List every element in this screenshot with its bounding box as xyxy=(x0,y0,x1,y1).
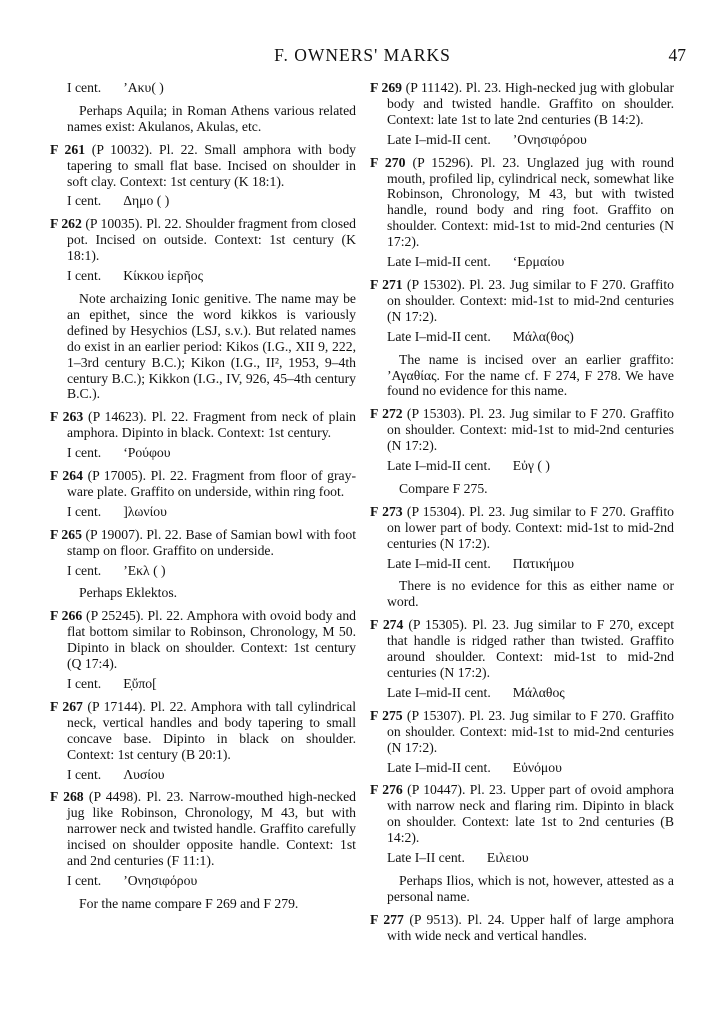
entry-description: (P 15307). Pl. 23. Jug similar to F 270. Graffito on shoulder. Context: mid-1st to mid-2nd centuries (N 17:2). xyxy=(387,707,674,755)
greek-inscription: Ε̣ὔπο[ xyxy=(123,676,157,691)
date-label: I cent. xyxy=(67,676,102,691)
commentary-note: Perhaps Ilios, which is not, however, attested as a personal name. xyxy=(387,872,674,904)
date-label: I cent. xyxy=(67,80,102,95)
commentary-note: Compare F 275. xyxy=(399,480,488,496)
date-label: I cent. xyxy=(67,445,102,461)
right-column xyxy=(370,80,674,948)
entry-description: (P 15296). Pl. 23. Unglazed jug with round mouth, profiled lip, cylindrical neck, somewhat like Robinson, Chronology, M 43, but with twisted handle, round body and ring foot. Graffito on shoulder. Context: mid-1st to mid-2nd centuries (N 17:2). xyxy=(387,154,675,250)
catalogue-entry xyxy=(370,504,674,552)
date-label: I cent. xyxy=(67,872,102,888)
catalogue-entry xyxy=(370,80,674,128)
catalogue-entry xyxy=(50,699,356,763)
entry-description: (P 15305). Pl. 23. Jug similar to F 270, except that handle is ridged rather than twisted. Graffito around shoulder. Context: mid-1st to mid-2nd centuries (N 17:2). xyxy=(387,617,675,680)
commentary-note: For the name compare F 269 and F 279. xyxy=(79,895,299,911)
greek-inscription: ‘Ερμαίου xyxy=(512,254,565,270)
entry-description: (P 19007). Pl. 22. Base of Samian bowl with foot stamp on floor. Graffito on underside. xyxy=(67,526,356,558)
commentary-note: Perhaps Aquila; in Roman Athens various related names exist: Akulanos, Akulas, etc. xyxy=(67,102,356,134)
date-line xyxy=(387,850,674,866)
date-line xyxy=(387,556,674,572)
catalogue-entry xyxy=(50,468,356,500)
date-label: Late I–II cent. xyxy=(387,850,465,866)
entry-description: (P 17005). Pl. 22. Fragment from floor of gray-ware plate. Graffito on underside, within ring foot. xyxy=(67,468,356,499)
entry-description: (P 15302). Pl. 23. Jug similar to F 270. Graffito on shoulder. Context: mid-1st to mid-2nd centuries (N 17:2). xyxy=(387,276,674,324)
entry-id: F 262 xyxy=(50,216,82,232)
greek-inscription: Κίκκου ἱερῆος xyxy=(123,268,203,284)
date-line xyxy=(387,458,674,474)
running-header: F. OWNERS' MARKS xyxy=(274,45,451,65)
entry-id: F 270 xyxy=(370,154,406,170)
greek-inscription: ’Ακυ( ) xyxy=(123,80,164,95)
date-line xyxy=(387,329,674,345)
date-label: Late I–mid-II cent. xyxy=(387,131,491,147)
catalogue-entry xyxy=(50,527,356,559)
entry-id: F 266 xyxy=(50,608,83,624)
catalogue-entry xyxy=(50,216,356,264)
date-label: Late I–mid-II cent. xyxy=(387,328,491,344)
entry-id: F 271 xyxy=(370,276,403,292)
entry-id: F 267 xyxy=(50,698,83,714)
greek-inscription: Εὐγ ( ) xyxy=(512,458,550,474)
entry-id: F 274 xyxy=(370,617,404,633)
date-line xyxy=(387,760,674,776)
catalogue-entry xyxy=(370,406,674,454)
commentary-note: There is no evidence for this as either name or word. xyxy=(387,578,674,610)
date-line xyxy=(67,445,356,461)
catalogue-entry xyxy=(370,782,674,846)
entry-description: (P 4498). Pl. 23. Narrow-mouthed high-necked jug like Robinson, Chronology, M 43, but with narrower neck and twisted handle. Graffito carefully incised on shoulder opposite handle. Context: 1st and 2nd centuries (F 11:1). xyxy=(67,789,357,869)
date-line xyxy=(387,132,674,148)
date-label: Late I–mid-II cent. xyxy=(387,684,491,700)
date-line xyxy=(387,254,674,270)
greek-inscription: Δημο ( ) xyxy=(123,193,170,209)
greek-inscription: Εὐνόμου xyxy=(512,759,562,775)
date-line xyxy=(67,504,356,520)
entry-id: F 261 xyxy=(50,141,86,157)
page-number: 47 xyxy=(668,45,686,65)
catalogue-entry xyxy=(370,708,674,756)
catalogue-entry xyxy=(370,912,674,944)
catalogue-entry xyxy=(50,142,356,190)
entry-id: F 277 xyxy=(370,911,404,927)
date-label: I cent. xyxy=(67,503,102,519)
greek-inscription: Λυσίου xyxy=(123,766,165,782)
date-label: Late I–mid-II cent. xyxy=(387,555,491,571)
catalogue-entry xyxy=(50,409,356,441)
date-line xyxy=(67,268,356,284)
entry-description: (P 9513). Pl. 24. Upper half of large amphora with wide neck and vertical handles. xyxy=(387,911,674,943)
date-line xyxy=(67,873,356,889)
left-column xyxy=(50,80,356,919)
entry-id: F 265 xyxy=(50,526,82,542)
commentary-note: The name is incised over an earlier graffito: ’Αγαθίας. For the name cf. F 274, F 278. We have found no evidence for this name. xyxy=(387,351,674,399)
greek-inscription: Ειλειου xyxy=(486,850,529,866)
entry-id: F 272 xyxy=(370,406,403,422)
entry-id: F 264 xyxy=(50,468,83,484)
entry-description: (P 15304). Pl. 23. Jug similar to F 270. Graffito on lower part of body. Context: mid-1st to mid-2nd centuries (N 17:2). xyxy=(387,503,674,551)
greek-inscription: Πατικήμου xyxy=(512,555,575,571)
greek-inscription: Μάλαθος xyxy=(512,684,565,700)
date-label: I cent. xyxy=(67,268,102,284)
entry-id: F 263 xyxy=(50,409,84,425)
entry-description: (P 10032). Pl. 22. Small amphora with body tapering to small flat base. Incised on shoulder in soft clay. Context: 1st century (K 18:1). xyxy=(67,141,357,189)
entry-id: F 268 xyxy=(50,789,84,805)
date-line xyxy=(67,80,356,96)
catalogue-entry xyxy=(370,617,674,681)
date-line xyxy=(67,676,356,692)
entry-description: (P 10035). Pl. 22. Shoulder fragment from closed pot. Incised on outside. Context: 1st century (K 18:1). xyxy=(67,216,356,264)
entry-id: F 273 xyxy=(370,503,403,519)
catalogue-entry xyxy=(370,155,674,250)
commentary-note: Perhaps Eklektos. xyxy=(79,585,178,601)
date-line xyxy=(67,767,356,783)
date-label: I cent. xyxy=(67,193,102,209)
date-label: Late I–mid-II cent. xyxy=(387,759,491,775)
greek-inscription: ]λωνίου xyxy=(123,503,167,519)
catalogue-entry xyxy=(370,277,674,325)
greek-inscription: ’Ονησιφόρου xyxy=(123,872,198,888)
greek-inscription: ’Ονησιφόρου xyxy=(512,131,587,147)
entry-description: (P 17144). Pl. 22. Amphora with tall cylindrical neck, vertical handles and body tapering to small concave base. Dipinto in black on shoulder. Context: 1st century (B 20:1). xyxy=(67,698,357,762)
date-label: Late I–mid-II cent. xyxy=(387,254,491,270)
date-label: I cent. xyxy=(67,766,102,782)
catalogue-entry xyxy=(50,608,356,672)
date-line xyxy=(67,193,356,209)
entry-description: (P 11142). Pl. 23. High-necked jug with globular body and twisted handle. Graffito on shoulder. Context: late 1st to late 2nd centuries (B 14:2). xyxy=(387,80,675,127)
entry-id: F 269 xyxy=(370,80,403,95)
date-label: I cent. xyxy=(67,562,102,578)
entry-id: F 275 xyxy=(370,707,403,723)
entry-description: (P 15303). Pl. 23. Jug similar to F 270. Graffito on shoulder. Context: mid-1st to mid-2nd centuries (N 17:2). xyxy=(387,406,674,454)
greek-inscription: ‘Ρούφου xyxy=(123,445,171,461)
catalogue-entry xyxy=(50,789,356,869)
date-line xyxy=(387,685,674,701)
date-line xyxy=(67,563,356,579)
date-label: Late I–mid-II cent. xyxy=(387,458,491,474)
greek-inscription: Μάλα(θος) xyxy=(512,328,574,344)
entry-id: F 276 xyxy=(370,782,403,798)
greek-inscription: ’Εκλ ( ) xyxy=(123,562,166,578)
entry-description: (P 25245). Pl. 22. Amphora with ovoid body and flat bottom similar to Robinson, Chronology, M 50. Dipinto in black on shoulder. Context: 1st century (Q 17:4). xyxy=(67,608,357,672)
entry-description: (P 14623). Pl. 22. Fragment from neck of plain amphora. Dipinto in black. Context: 1st century. xyxy=(67,409,356,441)
entry-description: (P 10447). Pl. 23. Upper part of ovoid amphora with narrow neck and flaring rim. Dipinto in black on shoulder. Context: late 1st to 2nd centuries (B 14:2). xyxy=(387,782,675,846)
commentary-note: Note archaizing Ionic genitive. The name may be an epithet, since the word kikkos is variously defined by Hesychios (LSJ, s.v.). But related names do exist in an earlier period: Kikos (I.G., XII 9, 222, 1–3rd century B.C.); Kikon (I.G., II², 1953, 9–4th century B.C.); Kikkon (I.G., IV, 926, 45–4th century B.C.). xyxy=(67,290,356,402)
